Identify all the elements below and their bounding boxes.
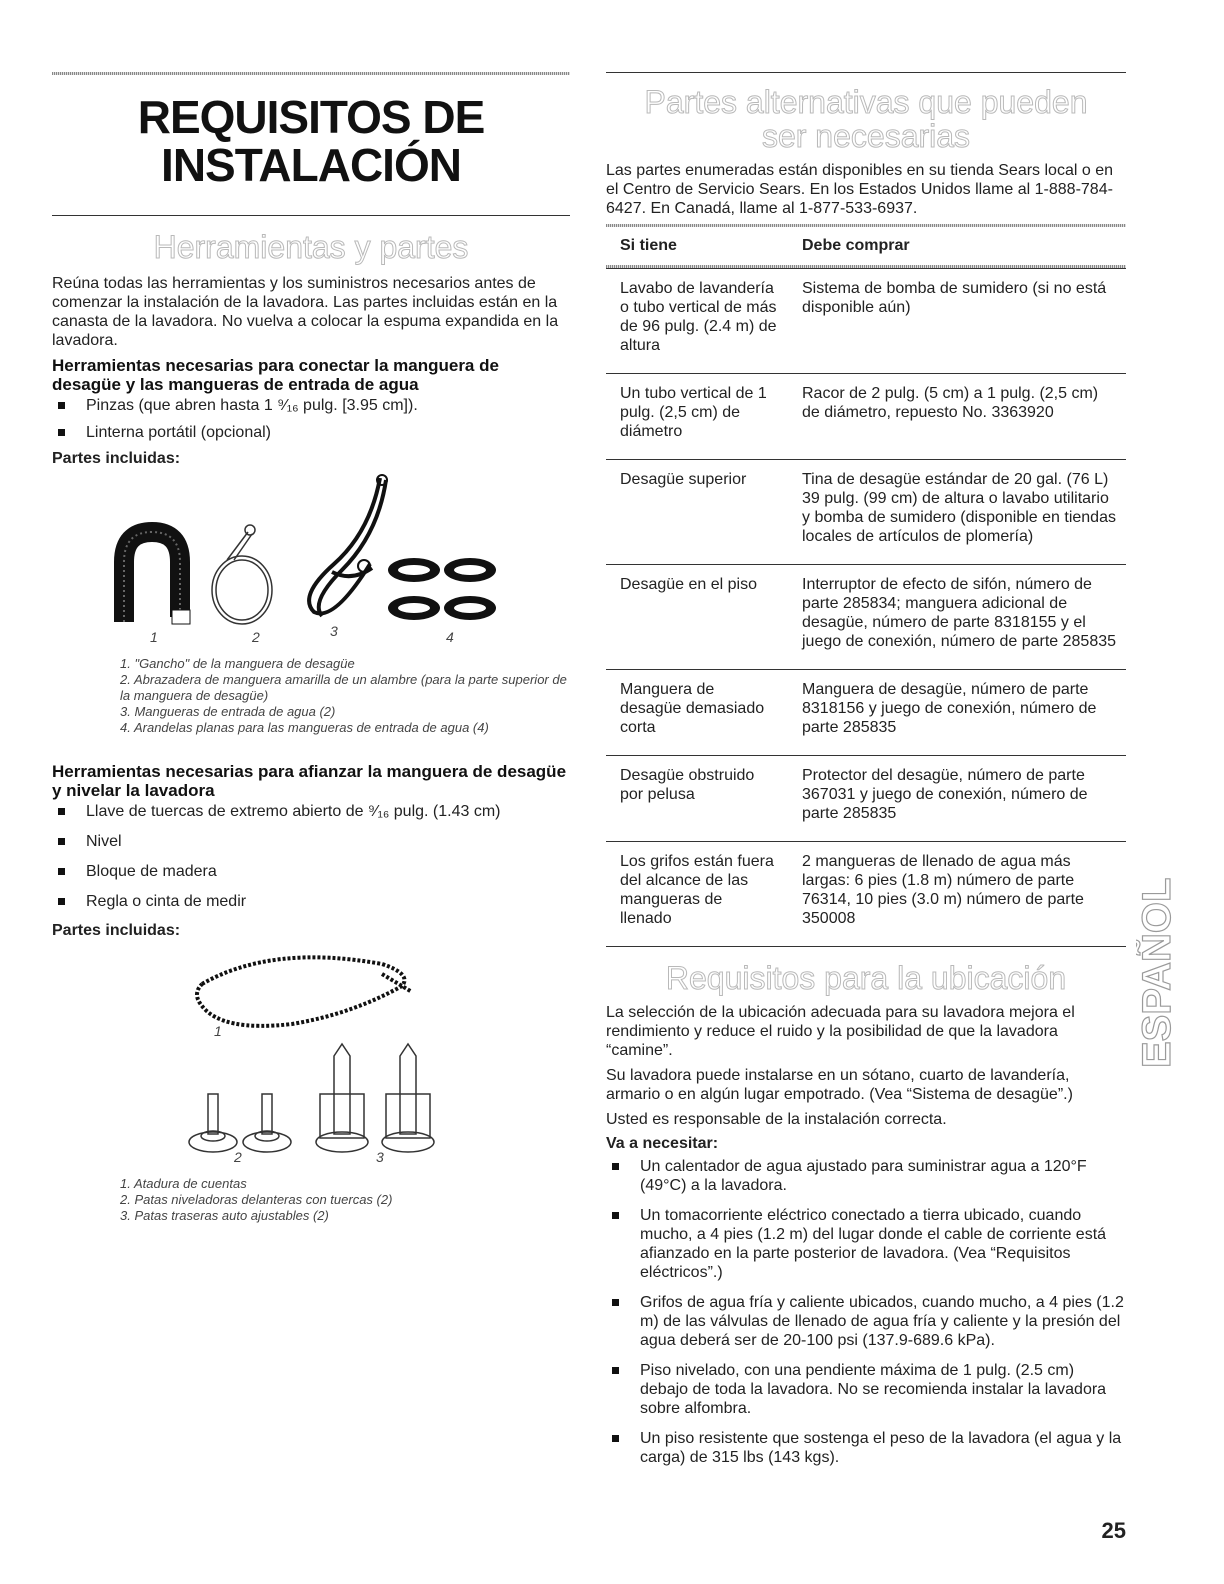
bead-tie-drawing: [197, 957, 412, 1026]
caption: 1. "Gancho" de la manguera de desagüe: [120, 656, 355, 671]
figure-number: 2: [234, 1149, 242, 1165]
figure-2-captions: [120, 1176, 570, 1224]
figure-1-captions: [120, 656, 570, 736]
alt-parts-top-rule: [606, 72, 1126, 73]
title-rule: [52, 215, 570, 216]
caption: 2. Abrazadera de manguera amarilla de un alambre (para la parte superior de la manguera de desagüe): [120, 672, 567, 703]
caption: 1. Atadura de cuentas: [120, 1176, 247, 1191]
front-legs-drawing: [189, 1094, 291, 1152]
col-header-have: Si tiene: [620, 237, 677, 254]
list-item: Pinzas (que abren hasta 1 ⁹⁄₁₆ pulg. [3.95 cm]).: [52, 396, 570, 415]
table-row: Un tubo vertical de 1 pulg. (2,5 cm) de diámetro Racor de 2 pulg. (5 cm) a 1 pulg. (2,5 cm) de diámetro, repuesto No. 3363920: [606, 374, 1126, 460]
list-item: Nivel: [52, 832, 570, 851]
list-item: Un piso resistente que sostenga el peso de la lavadora (el agua y la carga) de 315 lbs (143 kgs).: [606, 1429, 1126, 1467]
table-top-rule: [606, 224, 1126, 227]
page-title: [52, 93, 570, 189]
list-item: Llave de tuercas de extremo abierto de ⁹⁄₁₆ pulg. (1.43 cm): [52, 802, 570, 821]
figure-number: 1: [214, 1023, 222, 1039]
table-row: Desagüe en el piso Interruptor de efecto de sifón, número de parte 285834; manguera adicional de desagüe, número de parte 8318155 y el juego de conexión, número de parte 285835: [606, 565, 1126, 670]
table-row: Manguera de desagüe demasiado corta Manguera de desagüe, número de parte 8318156 y juego de conexión, número de parte 285835: [606, 670, 1126, 756]
table-row: Desagüe obstruido por pelusa Protector del desagüe, número de parte 367031 y juego de conexión, número de parte 285835: [606, 756, 1126, 842]
figure-number: 3: [330, 623, 338, 639]
caption: 4. Arandelas planas para las mangueras de entrada de agua (4): [120, 720, 489, 735]
figure-number: 2: [252, 629, 260, 645]
list-item: Grifos de agua fría y caliente ubicados, cuando mucho, a 4 pies (1.2 m) de las válvulas de llenado de agua fría y caliente y la presión del agua deberá ser de 20-100 psi (137.9-689.6 kPa).: [606, 1293, 1126, 1350]
alt-parts-intro: Las partes enumeradas están disponibles en su tienda Sears local o en el Centro de Servicio Sears. En los Estados Unidos llame al 1-888-784-6427. En Canadá, llame al 1-877-533-6937.: [606, 162, 1113, 217]
parts-figure-2: [52, 944, 570, 1172]
hoses-illustration: [52, 472, 570, 648]
level-tools-heading: Herramientas necesarias para afianzar la manguera de desagüe y nivelar la lavadora: [52, 762, 567, 800]
figure-number: 1: [150, 629, 158, 645]
side-tab-label: ESPAÑOL: [1136, 877, 1179, 1068]
table-header-row: [606, 231, 1126, 265]
tools-section-title: Herramientas y partes: [153, 229, 469, 265]
language-side-tab: [1136, 820, 1180, 1070]
location-title: Requisitos para la ubicación: [665, 960, 1067, 996]
figure-number: 3: [376, 1149, 384, 1165]
hose-clamp-drawing: [212, 525, 272, 624]
title-line-2: INSTALACIÓN: [161, 139, 461, 191]
caption: 3. Mangueras de entrada de agua (2): [120, 704, 336, 719]
page-number: 25: [1101, 1518, 1126, 1543]
list-item: Piso nivelado, con una pendiente máxima de 1 pulg. (2.5 cm) debajo de toda la lavadora. No se recomienda instalar la lavadora sobre alfombra.: [606, 1361, 1126, 1418]
washers-drawing: [388, 558, 496, 620]
parts-figure-1: [52, 472, 570, 648]
title-line-1: REQUISITOS DE: [137, 91, 485, 143]
inlet-hoses-drawing: [309, 475, 387, 616]
left-column: [52, 72, 570, 1224]
table-row: Desagüe superior Tina de desagüe estándar de 20 gal. (76 L) 39 pulg. (99 cm) de altura o lavabo utilitario y bomba de sumidero (disponible en tiendas locales de artículos de plomería): [606, 460, 1126, 565]
list-item: Regla o cinta de medir: [52, 892, 570, 911]
hose-tools-list: [52, 396, 570, 442]
hose-tools-heading: Herramientas necesarias para conectar la manguera de desagüe y las mangueras de entrada de agua: [52, 356, 499, 394]
caption: 2. Patas niveladoras delanteras con tuercas (2): [120, 1192, 393, 1207]
drain-hose-hook-drawing: [124, 532, 190, 624]
list-item: Un tomacorriente eléctrico conectado a tierra ubicado, cuando mucho, a 4 pies (1.2 m) del lugar donde el cable de corriente está afianzado en la parte posterior de lavadora. (Vea “Requisitos eléctricos”.): [606, 1206, 1126, 1282]
level-tools-list: [52, 802, 570, 911]
table-row: Lavabo de lavandería o tubo vertical de más de 96 pulg. (2.4 m) de altura Sistema de bomba de sumidero (si no está disponible aún): [606, 269, 1126, 374]
list-item: Linterna portátil (opcional): [52, 423, 570, 442]
alt-parts-title: Partes alternativas que pueden ser necesarias: [644, 84, 1088, 154]
needs-list: [606, 1157, 1126, 1467]
need-label: Va a necesitar:: [606, 1135, 719, 1152]
table-row: Los grifos están fuera del alcance de las mangueras de llenado 2 mangueras de llenado de agua más largas: 6 pies (1.8 m) número de parte 76314, 10 pies (3.0 m) número de parte 350008: [606, 842, 1126, 947]
right-column: [606, 72, 1126, 1478]
location-p2: Su lavadora puede instalarse en un sótano, cuarto de lavandería, armario o en algún lugar empotrado. (Vea “Sistema de desagüe”.): [606, 1067, 1073, 1103]
col-header-buy: Debe comprar: [802, 237, 910, 254]
alt-parts-table: [606, 231, 1126, 947]
parts-included-label: Partes incluidas:: [52, 922, 181, 939]
list-item: Bloque de madera: [52, 862, 570, 881]
list-item: Un calentador de agua ajustado para suministrar agua a 120°F (49°C) a la lavadora.: [606, 1157, 1126, 1195]
location-p1: La selección de la ubicación adecuada para su lavadora mejora el rendimiento y reduce el ruido y la posibilidad de que la lavadora “camine”.: [606, 1004, 1075, 1059]
tools-intro: Reúna todas las herramientas y los suministros necesarios antes de comenzar la instalación de la lavadora. Las partes incluidas están en la canasta de la lavadora. No vuelva a colocar la espuma expandida en la lavadora.: [52, 275, 559, 349]
rear-legs-drawing: [316, 1044, 434, 1152]
location-p3: Usted es responsable de la instalación correcta.: [606, 1111, 947, 1128]
top-dotted-rule: [52, 72, 570, 75]
parts-included-label: Partes incluidas:: [52, 450, 181, 467]
legs-illustration: [52, 944, 570, 1172]
figure-number: 4: [446, 629, 454, 645]
caption: 3. Patas traseras auto ajustables (2): [120, 1208, 329, 1223]
